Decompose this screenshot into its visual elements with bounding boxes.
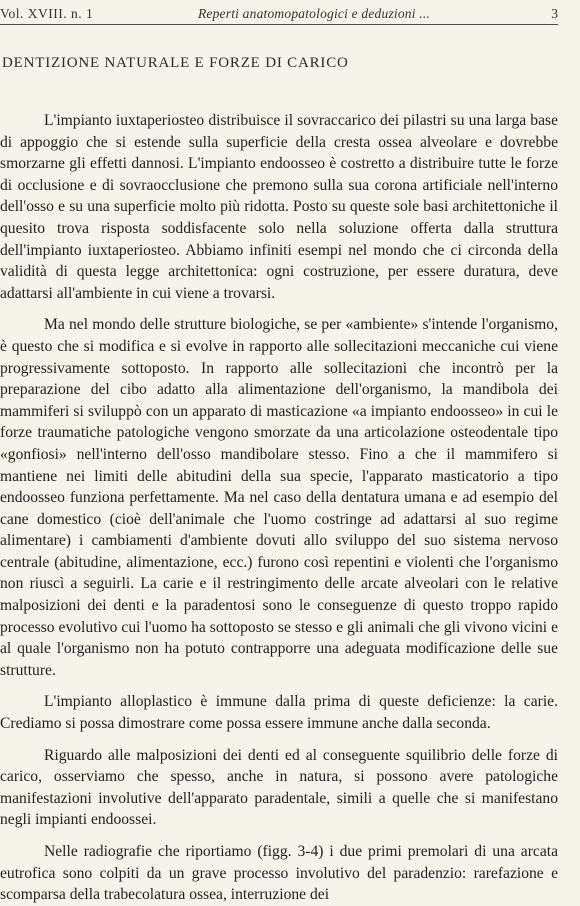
paragraph: Nelle radiografie che riportiamo (figg. 3-4) i due primi premolari di una arcata eutrofica sono colpiti da un grave processo involutivo del paradenzio: rarefazione e scomparsa della trabecolatura ossea, interruzione dei — [0, 843, 558, 904]
page-number: 3 — [551, 6, 558, 21]
paragraph: L'impianto iuxtaperiosteo distribuisce il sovraccarico dei pilastri su una larga base di appoggio che si estende sulla superficie della cresta ossea alveolare e dovrebbe smorzarne gli effetti dannosi. L'impianto endoosseo è costretto a distribuire tutte le forze di occlusione e di sovraocclusione che premono sulla sua corona artificiale nell'interno dell'osso e su una superficie molto più ridotta. Posto su queste sole basi architettoniche il quesito trova risposta soddisfacente solo nella soluzione offerta dalla struttura dell'impianto iuxtaperiosteo. Abbiamo infiniti esempi nel mondo che ci circonda della validità di questa legge architettonica: ogni costruzione, per essere duratura, deve adattarsi all'ambiente in cui viene a trovarsi. — [0, 112, 558, 302]
volume-label: Vol. XVIII. n. 1 — [0, 6, 94, 21]
paragraph: L'impianto alloplastico è immune dalla prima di queste deficienze: la carie. Crediamo si possa dimostrare come possa essere immune anche dalla seconda. — [0, 693, 558, 733]
running-head — [0, 6, 558, 25]
section-title: DENTIZIONE NATURALE E FORZE DI CARICO — [2, 55, 349, 71]
body-text — [0, 110, 558, 906]
paragraph: Ma nel mondo delle strutture biologiche, se per «ambiente» s'intende l'organismo, è questo che si modifica e si evolve in rapporto alle sollecitazioni meccaniche cui viene progressivamente sottoposto. In rapporto alle sollecitazioni che incontrò per la preparazione del cibo adatto alla alimentazione dell'organismo, la mandibola dei mammiferi si sviluppò con un apparato di masticazione «a impianto endoosseo» in cui le forze traumatiche patologiche vengono smorzate da una articolazione osteodentale tipo «gonfiosi» nell'interno dell'osso mandibolare stesso. Fino a che il mammifero si mantiene nei limiti delle abitudini della sua specie, l'apparato masticatorio a tipo endoosseo funziona perfettamente. Ma nel caso della dentatura umana e ad esempio del cane domestico (cioè dell'animale che l'uomo costringe ad adattarsi al suo regime alimentare) i cambiamenti d'ambiente dovuti allo sviluppo del suo sistema nervoso centrale (abitudine, alimentazione, ecc.) furono così repentini e violenti che l'organismo non riuscì a seguirli. La carie e il restringimento delle arcate alveolari con le relative malposizioni dei denti e la paradentosi sono le conseguenze di questo troppo rapido processo evolutivo cui l'uomo ha sottoposto se stesso e gli animali che gli vivono vicini e al quale l'organismo non ha potuto contrapporre una adeguata modificazione delle sue strutture. — [0, 316, 558, 679]
paragraph: Riguardo alle malposizioni dei denti ed al conseguente squilibrio delle forze di carico, osserviamo che spesso, anche in natura, si possono avere patologiche manifestazioni involutive dell'apparato paradentale, simili a quelle che si manifestano negli impianti endoossei. — [0, 746, 558, 829]
running-title: Reperti anatomopatologici e deduzioni ... — [197, 6, 431, 21]
